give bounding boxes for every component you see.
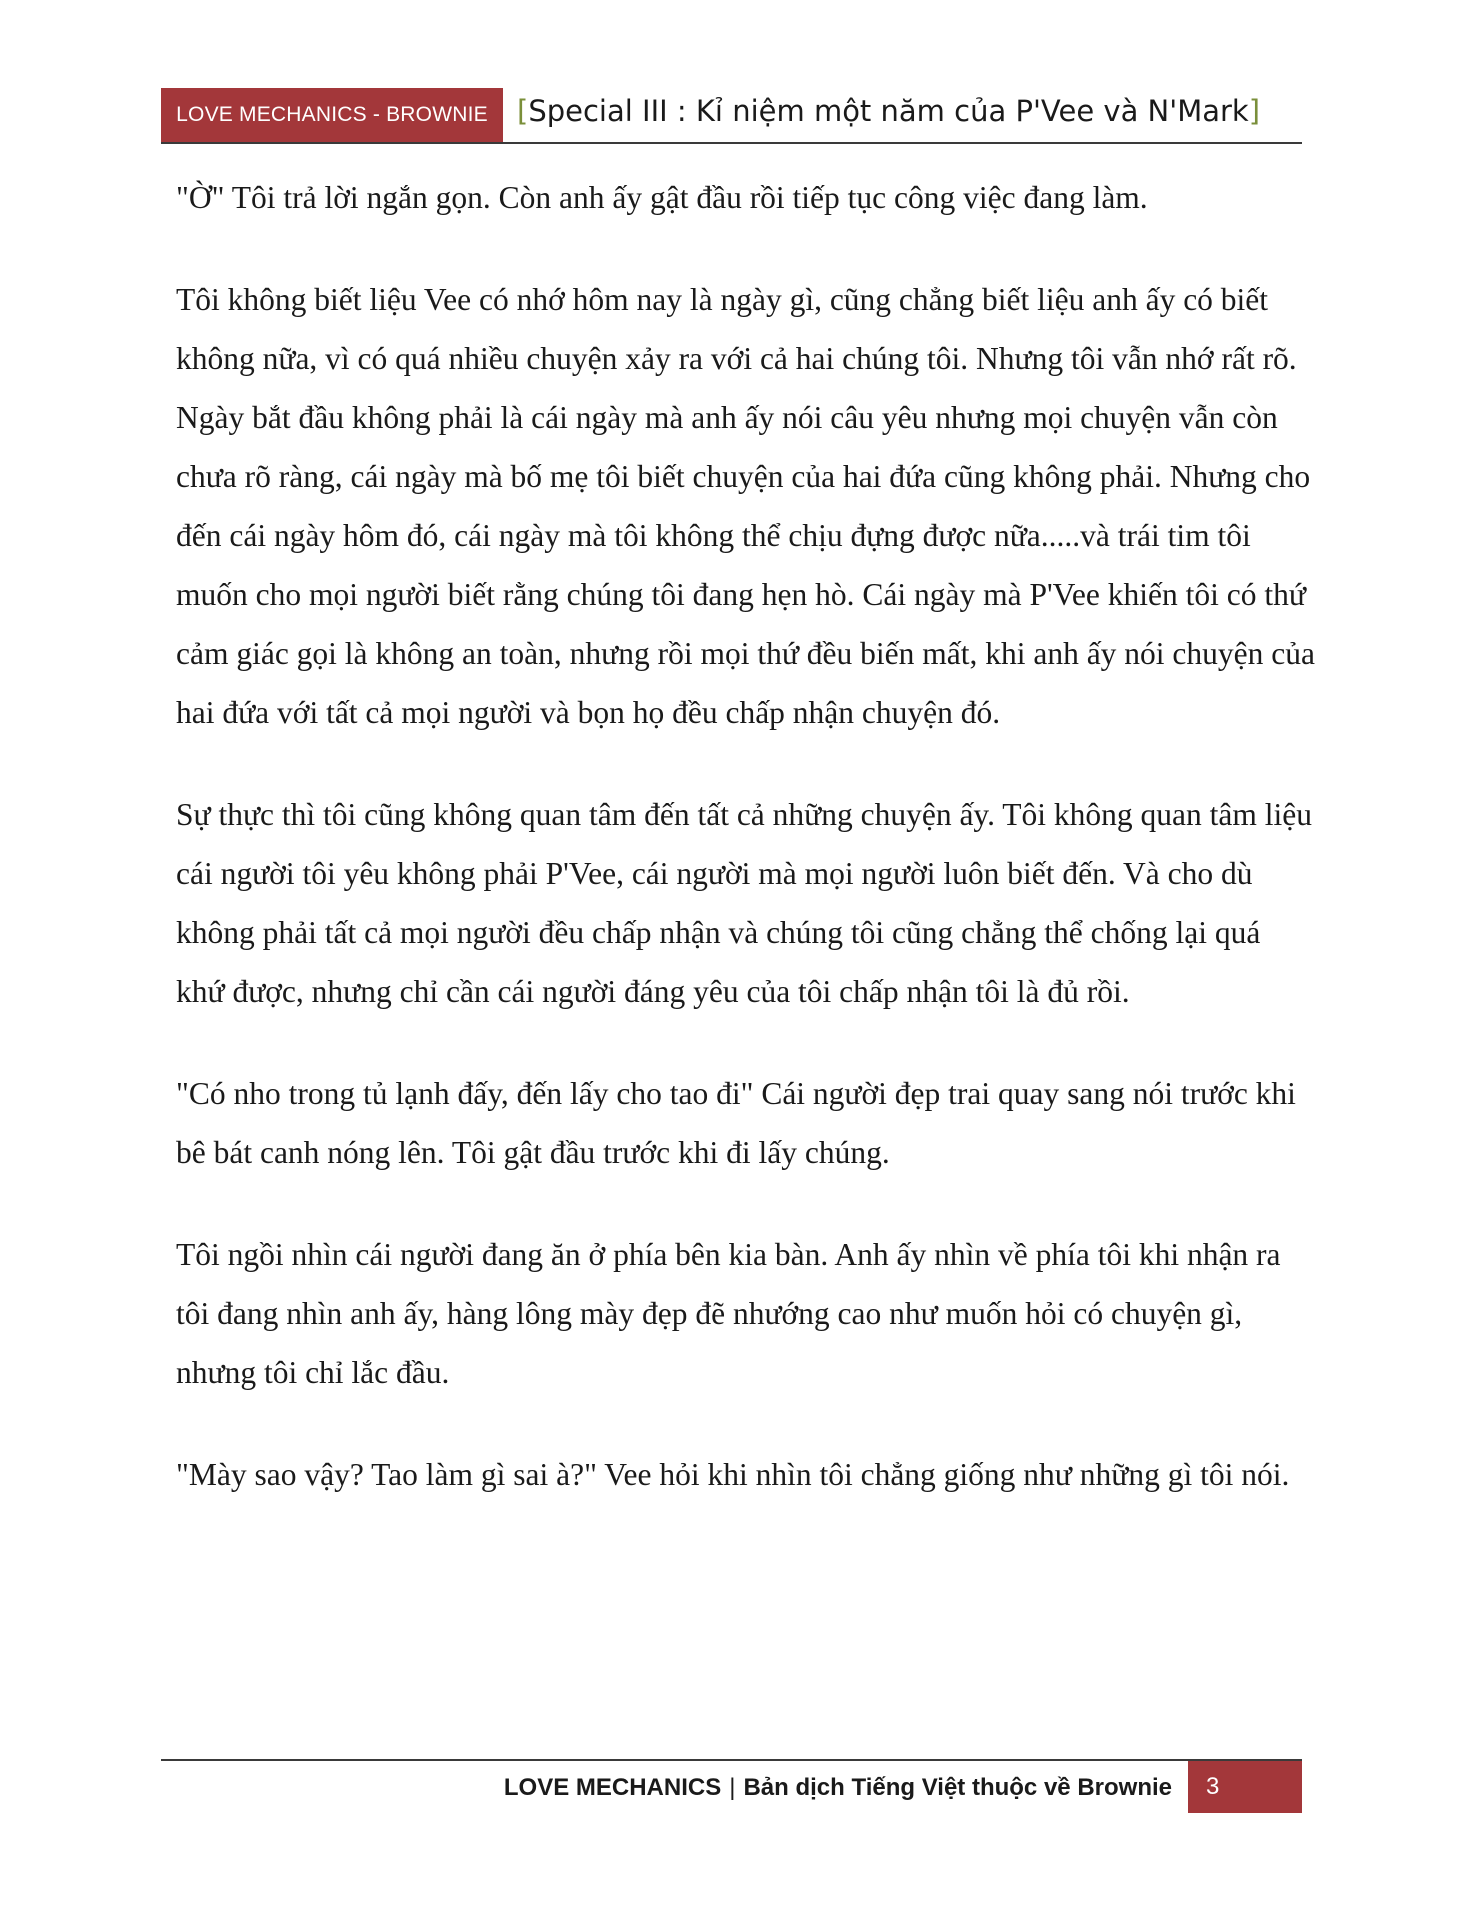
paragraph: "Ờ" Tôi trả lời ngắn gọn. Còn anh ấy gật đầu rồi tiếp tục công việc đang làm. [176, 180, 1148, 215]
chapter-title [517, 94, 1260, 128]
footer-book-title: LOVE MECHANICS [503, 1774, 722, 1801]
footer-credit: Bản dịch Tiếng Việt thuộc về Brownie [743, 1774, 1172, 1801]
header-badge: LOVE MECHANICS - BROWNIE [161, 88, 503, 142]
page-footer [161, 1759, 1302, 1813]
footer-credit-line [504, 1768, 1172, 1808]
title-bracket-close: ] [1248, 94, 1261, 128]
page-number: 3 [1188, 1761, 1302, 1813]
page-header [161, 88, 1302, 144]
footer-separator: | [729, 1774, 736, 1801]
paragraph: Tôi ngồi nhìn cái người đang ăn ở phía bên kia bàn. Anh ấy nhìn về phía tôi khi nhận ra tôi đang nhìn anh ấy, hàng lông mày đẹp đẽ nhướng cao như muốn hỏi có chuyện gì, nhưng tôi chỉ lắc đầu. [176, 1237, 1281, 1390]
title-bracket-open: [ [517, 94, 529, 128]
page-body [176, 168, 1316, 1547]
paragraph: Tôi không biết liệu Vee có nhớ hôm nay là ngày gì, cũng chẳng biết liệu anh ấy có biết không nữa, vì có quá nhiều chuyện xảy ra với cả hai chúng tôi. Nhưng tôi vẫn nhớ rất rõ. Ngày bắt đầu không phải là cái ngày mà anh ấy nói câu yêu nhưng mọi chuyện vẫn còn chưa rõ ràng, cái ngày mà bố mẹ tôi biết chuyện của hai đứa cũng không phải. Nhưng cho đến cái ngày hôm đó, cái ngày mà tôi không thể chịu đựng được nữa.....và trái tim tôi muốn cho mọi người biết rằng chúng tôi đang hẹn hò. Cái ngày mà P'Vee khiến tôi có thứ cảm giác gọi là không an toàn, nhưng rồi mọi thứ đều biến mất, khi anh ấy nói chuyện của hai đứa với tất cả mọi người và bọn họ đều chấp nhận chuyện đó. [176, 282, 1315, 730]
paragraph: Sự thực thì tôi cũng không quan tâm đến tất cả những chuyện ấy. Tôi không quan tâm liệu cái người tôi yêu không phải P'Vee, cái người mà mọi người luôn biết đến. Và cho dù không phải tất cả mọi người đều chấp nhận và chúng tôi cũng chẳng thể chống lại quá khứ được, nhưng chỉ cần cái người đáng yêu của tôi chấp nhận tôi là đủ rồi. [176, 797, 1312, 1009]
chapter-title-text: Special III : Kỉ niệm một năm của P'Vee và N'Mark [528, 94, 1249, 128]
paragraph: "Mày sao vậy? Tao làm gì sai à?" Vee hỏi khi nhìn tôi chẳng giống như những gì tôi nói. [176, 1457, 1290, 1492]
paragraph: "Có nho trong tủ lạnh đấy, đến lấy cho tao đi" Cái người đẹp trai quay sang nói trước khi bê bát canh nóng lên. Tôi gật đầu trước khi đi lấy chúng. [176, 1076, 1296, 1170]
